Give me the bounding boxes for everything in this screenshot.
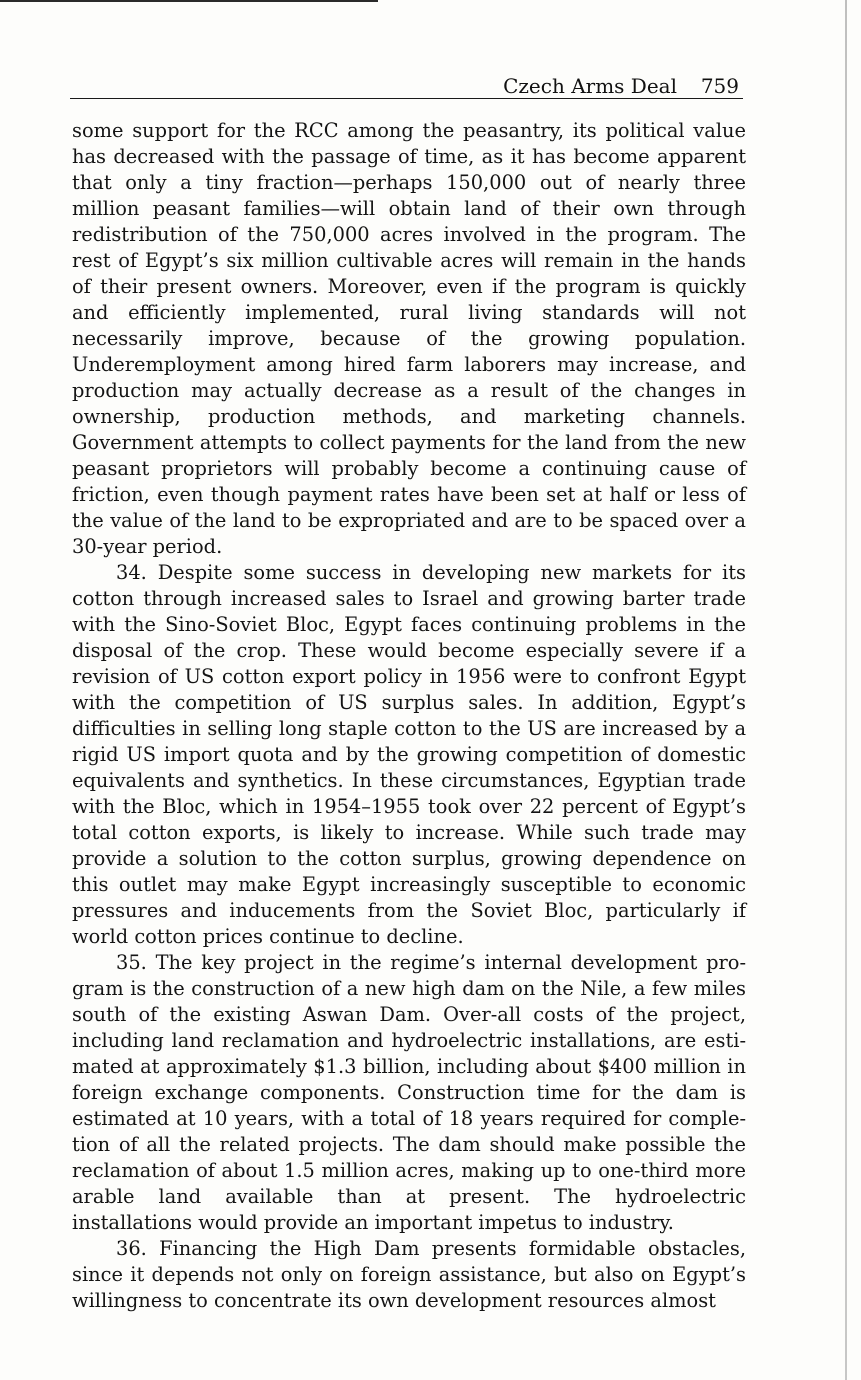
running-title: Czech Arms Deal [503,74,677,98]
page-number: 759 [700,74,739,98]
running-head [70,70,743,99]
body-text [72,118,746,1314]
page-edge-shadow [845,0,847,1380]
top-edge-rule [0,0,378,2]
paragraph-35: 35. The key project in the regime’s internal development program is the construction of a new high dam on the Nile, a few miles south of the existing Aswan Dam. Over-all costs of the project, including land reclamation and hydroelectric installations, are estimated at approximately $1.3 billion, including about $400 million in foreign exchange components. Construction time for the dam is estimated at 10 years, with a total of 18 years required for completion of all the related projects. The dam should make possible the reclamation of about 1.5 million acres, making up to one-third more arable land available than at present. The hydroelectric installations would provide an important impetus to industry. [72,951,746,1234]
paragraph-34: 34. Despite some success in developing new markets for its cotton through increased sales to Israel and growing barter trade with the Sino-Soviet Bloc, Egypt faces continuing problems in the disposal of the crop. These would become especially severe if a revision of US cotton export policy in 1956 were to confront Egypt with the competition of US surplus sales. In addition, Egypt’s difficulties in selling long staple cotton to the US are increased by a rigid US import quota and by the growing competition of domestic equivalents and synthetics. In these circumstances, Egyptian trade with the Bloc, which in 1954–1955 took over 22 percent of Egypt’s total cotton exports, is likely to increase. While such trade may provide a solution to the cotton surplus, growing dependence on this outlet may make Egypt increasingly susceptible to economic pressures and inducements from the Soviet Bloc, particularly if world cotton prices continue to decline. [72,561,746,948]
paragraph-36: 36. Financing the High Dam presents formidable obstacles, since it depends not only on foreign assistance, but also on Egypt’s willingness to concentrate its own development resources almost [72,1237,746,1312]
paragraph-continued: some support for the RCC among the peasantry, its political value has decreased with the passage of time, as it has become apparent that only a tiny fraction—perhaps 150,000 out of nearly three million peasant families—will obtain land of their own through redistribution of the 750,000 acres involved in the program. The rest of Egypt’s six million cultivable acres will remain in the hands of their present owners. Moreover, even if the program is quickly and efficiently implemented, rural living standards will not necessarily improve, because of the growing population. Underemployment among hired farm laborers may increase, and production may actually decrease as a result of the changes in ownership, production methods, and marketing channels. Government attempts to collect payments for the land from the new peasant proprietors will probably become a continuing cause of friction, even though payment rates have been set at half or less of the value of the land to be expropriated and are to be spaced over a 30-year period. [72,119,746,558]
